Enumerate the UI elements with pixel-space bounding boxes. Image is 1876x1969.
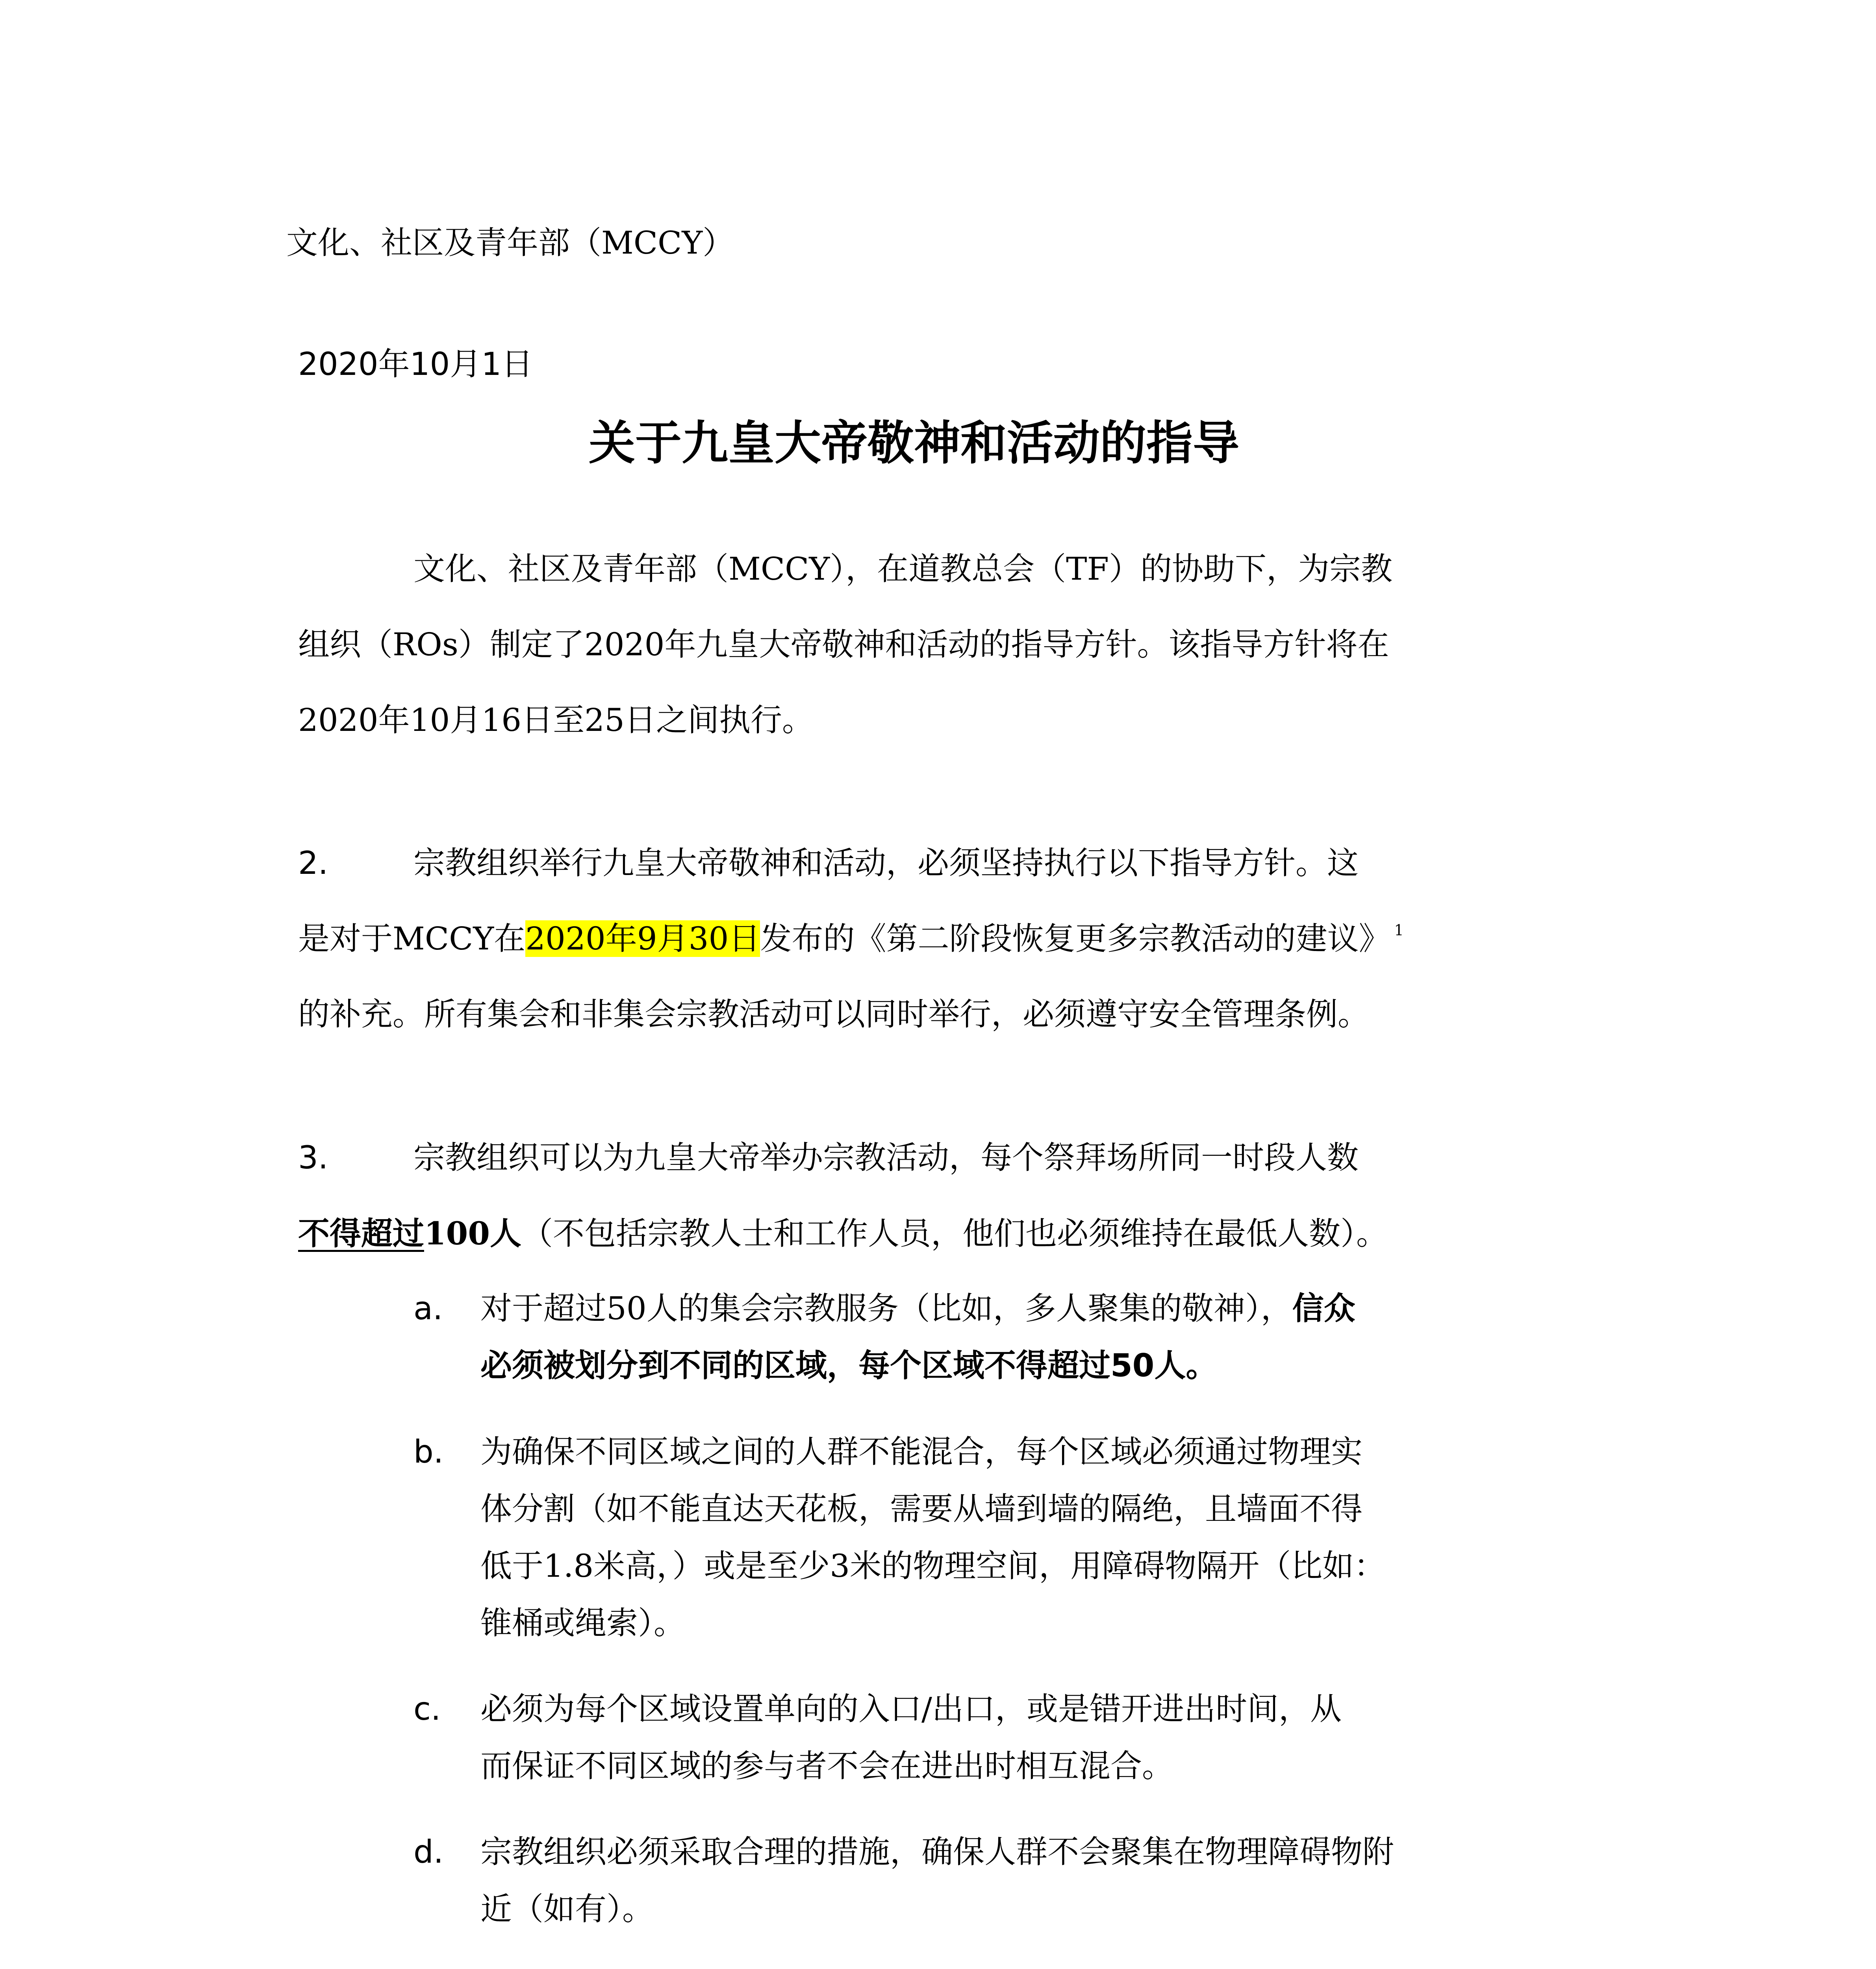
item-a-line2: 必须被划分到不同的区域，每个区域不得超过50人。 bbox=[480, 1347, 1218, 1384]
item-c-line1: 必须为每个区域设置单向的入口/出口，或是错开进出时间，从 bbox=[480, 1691, 1342, 1727]
item-a-marker: a. bbox=[413, 1290, 443, 1327]
ministry-header: 文化、社区及青年部（MCCY） bbox=[286, 224, 734, 261]
item-d-marker: d. bbox=[413, 1834, 444, 1870]
item-c-marker: c. bbox=[413, 1691, 441, 1727]
para3-line2 bbox=[298, 1215, 1388, 1252]
item-b-line1: 为确保不同区域之间的人群不能混合，每个区域必须通过物理实 bbox=[480, 1433, 1363, 1470]
highlighted-date: 2020年9月30日 bbox=[525, 920, 760, 957]
para2-line1: 宗教组织举行九皇大帝敬神和活动，必须坚持执行以下指导方针。这 bbox=[413, 845, 1359, 881]
limit-underlined: 不得超过 bbox=[298, 1215, 424, 1252]
para2-line2-pre: 是对于MCCY在 bbox=[298, 920, 526, 957]
item-a-line1 bbox=[480, 1290, 1355, 1327]
para2-line2-post: 发布的《第二阶段恢复更多宗教活动的建议》 bbox=[760, 920, 1390, 957]
item-b-line3: 低于1.8米高，）或是至少3米的物理空间，用障碍物隔开（比如： bbox=[480, 1548, 1386, 1584]
para1-line2: 组织（ROs）制定了2020年九皇大帝敬神和活动的指导方针。该指导方针将在 bbox=[298, 626, 1389, 663]
para3-line1: 宗教组织可以为九皇大帝举办宗教活动，每个祭拜场所同一时段人数 bbox=[413, 1139, 1359, 1176]
para2-line2 bbox=[298, 920, 1404, 957]
para1-line1: 文化、社区及青年部（MCCY），在道教总会（TF）的协助下，为宗教 bbox=[413, 551, 1393, 587]
item-a-line1-bold: 信众 bbox=[1292, 1290, 1355, 1327]
item-b-marker: b. bbox=[413, 1433, 444, 1470]
item-a-line1-normal: 对于超过50人的集会宗教服务（比如，多人聚集的敬神）， bbox=[480, 1290, 1292, 1327]
para2-line3: 的补充。所有集会和非集会宗教活动可以同时举行，必须遵守安全管理条例。 bbox=[298, 996, 1369, 1033]
footnote-reference[interactable]: 1 bbox=[1394, 921, 1404, 939]
item-c-line2: 而保证不同区域的参与者不会在进出时相互混合。 bbox=[480, 1748, 1173, 1784]
para3-number: 3. bbox=[298, 1139, 328, 1176]
item-d-line1: 宗教组织必须采取合理的措施，确保人群不会聚集在物理障碍物附 bbox=[480, 1834, 1394, 1870]
document-title: 关于九皇大帝敬神和活动的指导 bbox=[589, 416, 1240, 470]
document-date: 2020年10月1日 bbox=[298, 346, 533, 382]
para3-line2-rest: （不包括宗教人士和工作人员，他们也必须维持在最低人数）。 bbox=[521, 1215, 1388, 1252]
para1-line3: 2020年10月16日至25日之间执行。 bbox=[298, 702, 814, 738]
para2-number: 2. bbox=[298, 845, 328, 881]
item-b-line2: 体分割（如不能直达天花板，需要从墙到墙的隔绝，且墙面不得 bbox=[480, 1491, 1363, 1527]
item-b-line4: 锥桶或绳索）。 bbox=[480, 1605, 685, 1641]
limit-count: 100人 bbox=[424, 1215, 521, 1252]
item-d-line2: 近（如有）。 bbox=[480, 1891, 654, 1927]
